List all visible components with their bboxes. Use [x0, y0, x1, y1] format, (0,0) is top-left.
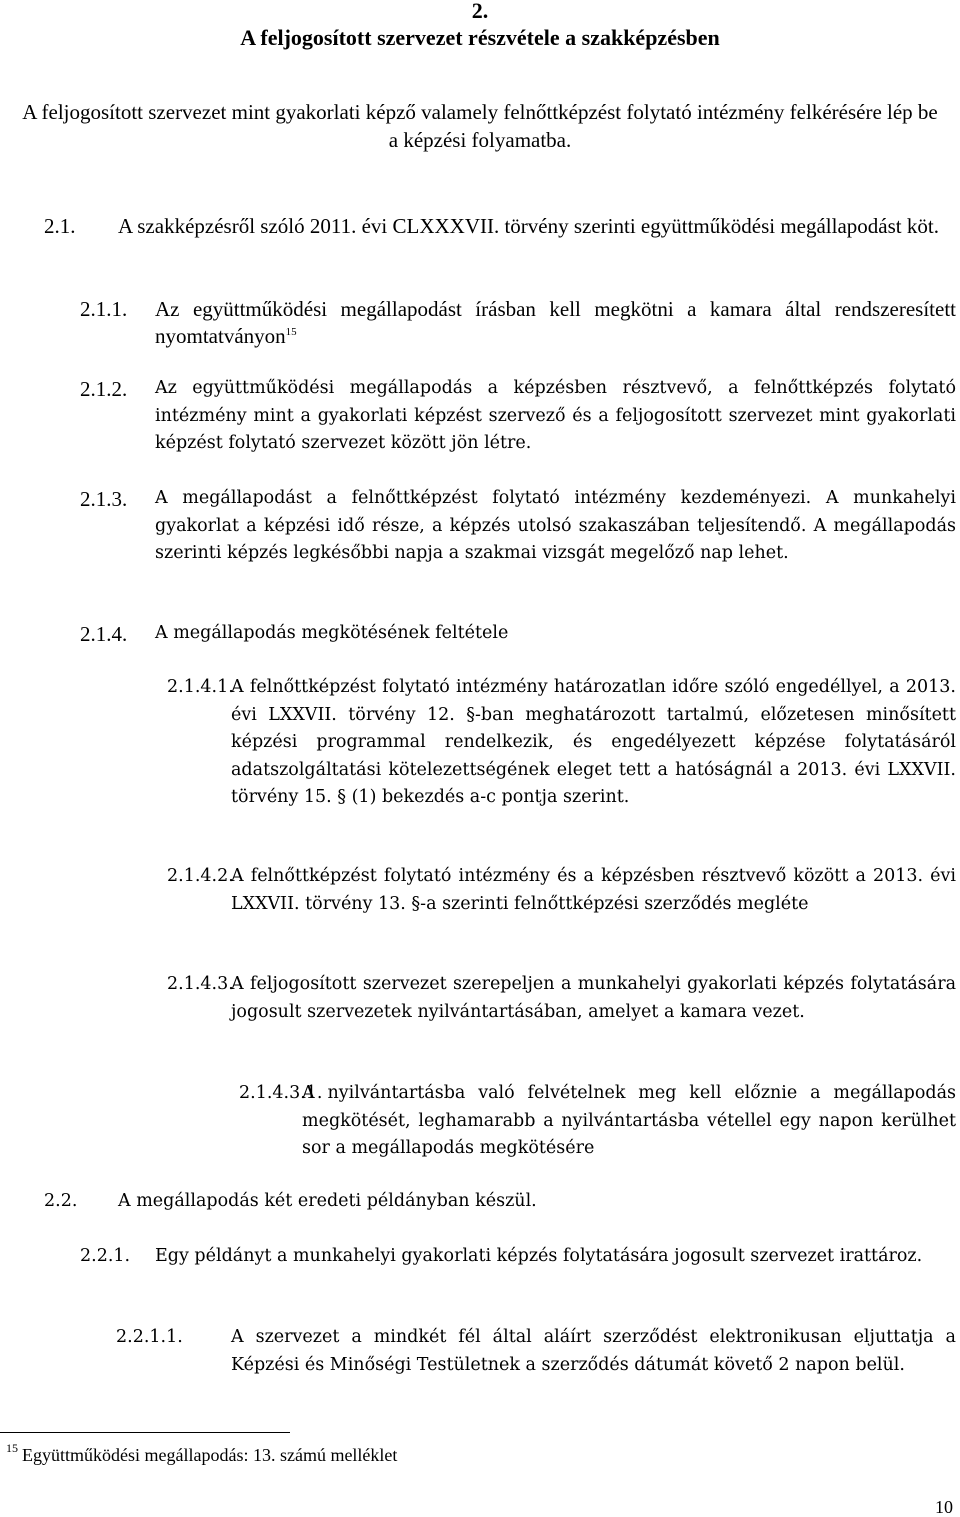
section-text	[155, 296, 956, 350]
section-text: A szervezet a mindkét fél által aláírt szerződést elektronikusan eljuttatja a Képzési és Minőségi Testületnek a szerződés dátumát követő 2 napon belül.	[231, 1327, 956, 1375]
section-number: 2.1.4.	[80, 622, 128, 646]
section-number: 2.1.1.	[80, 297, 128, 321]
section-text: A feljogosított szervezet szerepeljen a munkahelyi gyakorlati képzés folytatására jogosult szervezetek nyilvántartásában, amelyet a kamara vezet.	[231, 974, 956, 1022]
section-number: 2.1.2.	[80, 377, 128, 401]
section-text: A felnőttképzést folytató intézmény és a képzésben résztvevő között a 2013. évi LXXVII. törvény 13. §-a szerinti felnőttképzési szerződés megléte	[231, 866, 956, 914]
section-number: 2.1.4.2.	[167, 866, 234, 886]
section-number: 2.2.1.	[80, 1246, 131, 1266]
section-text: A megállapodás megkötésének feltétele	[155, 623, 509, 643]
footnote-text: Együttműködési megállapodás: 13. számú melléklet	[22, 1445, 398, 1465]
footnote-separator	[0, 1432, 290, 1433]
chapter-number: 2.	[471, 0, 489, 23]
section-text: A szakképzésről szóló 2011. évi CLXXXVII. törvény szerinti együttműködési megállapodást köt.	[118, 214, 939, 238]
intro-paragraph: A feljogosított szervezet mint gyakorlati képző valamely felnőttképzést folytató intézmény felkérésére lép be a képzési folyamatba.	[22, 100, 938, 152]
chapter-title: A feljogosított szervezet részvétele a szakképzésben	[240, 25, 720, 50]
section-text-content: Az együttműködési megállapodást írásban kell megkötni a kamara által rendszeresített nyomtatványon	[155, 297, 956, 348]
section-text: Az együttműködési megállapodás a képzésben résztvevő, a felnőttképzés folytató intézmény mint a gyakorlati képzést szervező és a feljogosított szervezet mint gyakorlati képzést folytató szervezet között jön létre.	[155, 378, 956, 453]
section-number: 2.2.	[44, 1191, 78, 1211]
section-text: Egy példányt a munkahelyi gyakorlati képzés folytatására jogosult szervezet irattároz.	[155, 1246, 923, 1266]
section-text: A nyilvántartásba való felvételnek meg kell előznie a megállapodás megkötését, leghamarabb a nyilvántartásba vétellel egy napon kerülhet sor a megállapodás megkötésére	[302, 1083, 956, 1158]
section-text: A megállapodást a felnőttképzést folytató intézmény kezdeményezi. A munkahelyi gyakorlat a képzési idő része, a képzés utolsó szakaszában teljesítendő. A megállapodás szerinti képzés legkésőbbi napja a szakmai vizsgát megelőző nap lehet.	[155, 488, 956, 563]
footnote-reference: 15	[285, 326, 297, 338]
section-number: 2.1.4.3.1.	[239, 1083, 323, 1103]
page-number: 10	[935, 1497, 953, 1517]
section-number: 2.1.3.	[80, 487, 128, 511]
section-number: 2.1.4.3.	[167, 974, 234, 994]
footnote	[6, 1436, 397, 1467]
section-text: A felnőttképzést folytató intézmény határozatlan időre szóló engedéllyel, a 2013. évi LXXVII. törvény 12. §-ban meghatározott tartalmú, előzetesen minősített képzési programmal rendelkezik, és engedélyezett képzése folytatásáról adatszolgáltatási kötelezettségének eleget tett a hatóságnál a 2013. évi LXXVII. törvény 15. § (1) bekezdés a-c pontja szerint.	[231, 677, 956, 807]
section-number: 2.1.4.1.	[167, 677, 234, 697]
section-number: 2.2.1.1.	[116, 1327, 183, 1347]
section-number: 2.1.	[44, 214, 76, 238]
footnote-number: 15	[6, 1441, 18, 1455]
section-text: A megállapodás két eredeti példányban készül.	[118, 1191, 537, 1211]
